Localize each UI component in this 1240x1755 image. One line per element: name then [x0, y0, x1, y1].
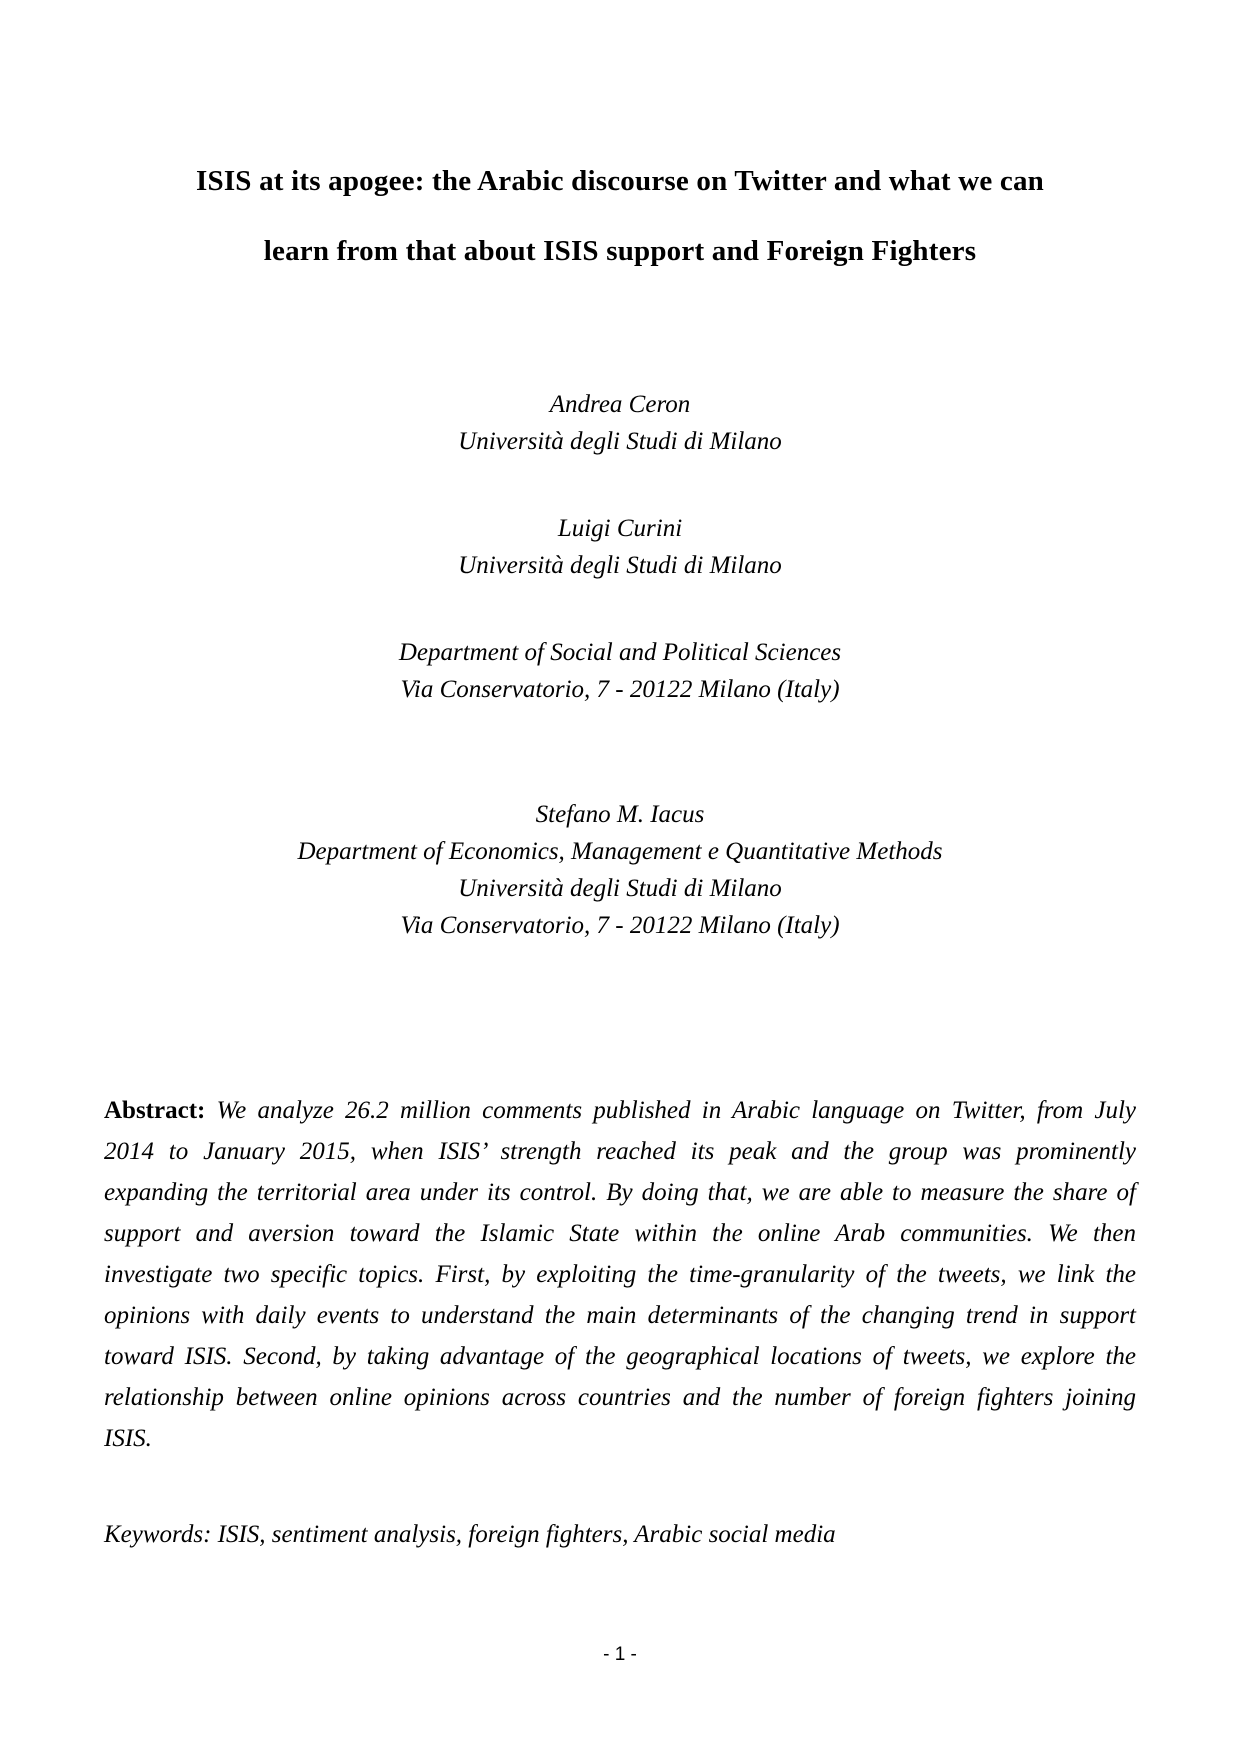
- affiliation-university: Università degli Studi di Milano: [458, 875, 782, 902]
- author-name: Andrea Ceron: [549, 391, 691, 418]
- affiliation-address: Via Conservatorio, 7 - 20122 Milano (Italy): [400, 676, 840, 703]
- abstract-paragraph: [104, 1090, 1136, 1459]
- keywords-line: Keywords: ISIS, sentiment analysis, foreign fighters, Arabic social media: [104, 1521, 836, 1548]
- paper-title-line-2: learn from that about ISIS support and Foreign Fighters: [263, 235, 977, 267]
- affiliation-department: Department of Social and Political Sciences: [398, 639, 842, 666]
- page-number: - 1 -: [603, 1644, 637, 1665]
- author-affiliation: Università degli Studi di Milano: [458, 428, 782, 455]
- author-block-andrea-ceron: [104, 386, 1136, 460]
- author-name: Luigi Curini: [557, 515, 683, 542]
- author-block-luigi-curini: [104, 510, 1136, 584]
- affiliation-block-social-political-sciences: [104, 634, 1136, 708]
- paper-title: [104, 0, 1136, 286]
- author-affiliation: Università degli Studi di Milano: [458, 552, 782, 579]
- affiliation-address: Via Conservatorio, 7 - 20122 Milano (Italy): [400, 912, 840, 939]
- author-name: Stefano M. Iacus: [535, 801, 705, 828]
- affiliation-department: Department of Economics, Management e Quantitative Methods: [297, 838, 943, 865]
- abstract-label: Abstract:: [104, 1097, 206, 1124]
- abstract-text: We analyze 26.2 million comments published in Arabic language on Twitter, from July 2014 to January 2015, when ISIS’ strength reached its peak and the group was prominently expanding the territorial area under its control. By doing that, we are able to measure the share of support and aversion toward the Islamic State within the online Arab communities. We then investigate two specific topics. First, by exploiting the time-granularity of the tweets, we link the opinions with daily events to understand the main determinants of the changing trend in support toward ISIS. Second, by taking advantage of the geographical locations of tweets, we explore the relationship between online opinions across countries and the number of foreign fighters joining ISIS.: [104, 1097, 1137, 1452]
- paper-title-line-1: ISIS at its apogee: the Arabic discourse on Twitter and what we can: [196, 165, 1044, 197]
- author-block-stefano-iacus: [104, 796, 1136, 944]
